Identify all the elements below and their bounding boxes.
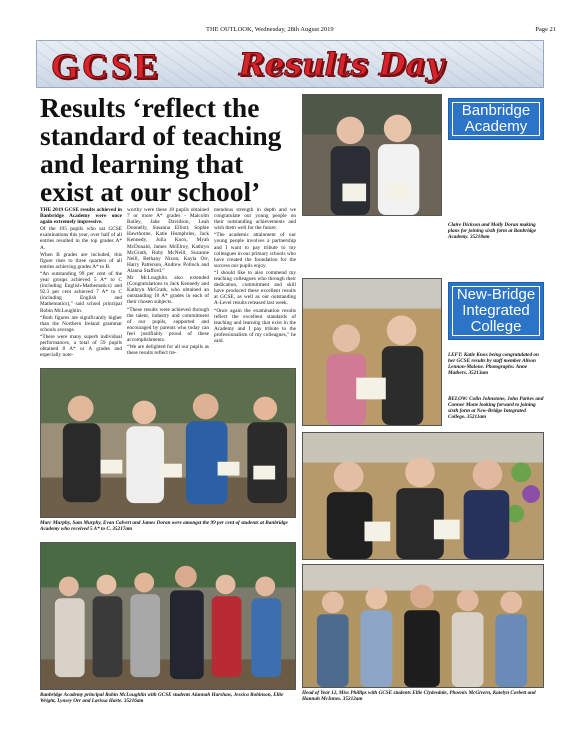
photo-four-boys: [40, 368, 296, 518]
article-paragraph: “These results were achieved through the talent, industry and commitment of our pupils, supported and encouraged by parents who today can feel justifiably proud of these accomplishments.: [127, 306, 209, 343]
article-paragraph: “Once again the examination results reflect the excellent standards of teaching and learning that exist in the Academy and I pay tribute to the professionalism of my colleagues,” he said.: [214, 307, 296, 344]
banbridge-academy-label-text: Banbridge Academy: [461, 102, 531, 135]
photo-two-girls: [302, 94, 442, 216]
photo-principal-group: [40, 542, 296, 690]
photo-katie-knox: [302, 278, 442, 426]
caption-head-of-year-group: Head of Year 12, Miss Phillips with GCSE students Ellie Clydesdale, Phoenix McGivern, Katelyn Corbett and Hannah McInnes. 35212am: [302, 690, 536, 702]
article-column-3: [214, 207, 296, 365]
photo-head-of-year-group: [302, 564, 544, 688]
photo-two-girls-image: [303, 95, 441, 215]
article-paragraph: THE 2019 GCSE results achieved in Banbridge Academy were once again extremely impressive.: [40, 207, 122, 226]
caption-two-girls: Claire Dickson and Molly Doran making plans for joining sixth form at Banbridge Academy. 35218am: [448, 222, 537, 240]
page-number: Page 21: [535, 26, 556, 33]
article-paragraph: “An outstanding 99 per cent of the year groups achieved 5 A* to C (including English-Mathematics) and 92.3 per cent achieved 7 A* to C (including English and Mathematics),” said school principal Robin McLoughlin.: [40, 270, 122, 314]
banner-results-day-text: Results Day: [239, 47, 444, 83]
article-paragraph: “There were many superb individual performances, a total of 59 pupils obtained 8 A* or A grades and especially note-: [40, 333, 122, 359]
caption-principal-group: Banbridge Academy principal Robin McLoughlin with GCSE students Alannah Harshaw, Jessica Robinson, Ellie Wright, Lynsey Orr and Larissa Harte. 35216am: [40, 692, 284, 704]
article-paragraph: Of the 195 pupils who sat GCSE examinations this year, over half of all entries resulted in the top grades A* A.: [40, 226, 122, 251]
article-headline: Results ‘reflect the standard of teaching and learning that exist at our school’: [40, 92, 282, 207]
photo-three-boys: [302, 432, 544, 560]
caption-three-boys-below: BELOW: Colin Johnstone, John Parkes and Connor Mone looking forward to joining sixth form at New-Bridge Integrated College. 35211am: [448, 396, 544, 420]
article-body: [40, 207, 296, 365]
photo-principal-group-image: [41, 543, 295, 689]
article-paragraph: “Both figures are significantly higher than the Northern Ireland grammar schools average.: [40, 314, 122, 333]
article-paragraph: When B grades are included, this figure rises to three quarters of all entries achieving grades A* to B.: [40, 251, 122, 270]
photo-katie-knox-image: [303, 279, 441, 425]
article-paragraph: Mr McLoughlin also extended (Congratulations to Jack Kennedy and Kathryn McGrath, who obtained an outstanding 10 A* grades in each of their chosen subjects.: [127, 275, 209, 306]
photo-head-of-year-group-image: [303, 565, 543, 687]
article-paragraph: “The academic attainment of our young people involves a partnership and I want to pay tribute to my colleagues in our primary schools who have created the foundation for the success our pupils enjoy.: [214, 232, 296, 269]
publication-line: THE OUTLOOK, Wednesday, 28th August 2019: [206, 26, 334, 33]
caption-four-boys: Marc Murphy, Sam Murphy, Evan Calvert and James Doran were amongst the 99 per cent of students at Banbridge Academy who received 5 A* to C. 35217am: [40, 520, 288, 532]
new-bridge-college-label-text: New-Bridge Integrated College: [456, 286, 536, 335]
new-bridge-college-label: [448, 282, 544, 340]
article-paragraph: “We are delighted for all our pupils as these results reflect tre-: [127, 344, 209, 357]
banbridge-academy-label-frame: [452, 102, 540, 136]
banbridge-academy-label: [448, 98, 544, 140]
page-header: [36, 24, 556, 38]
article-column-2: [127, 207, 209, 365]
photo-four-boys-image: [41, 369, 295, 517]
banner-gcse-text: GCSE: [51, 46, 162, 86]
article-paragraph: worthy were these 18 pupils obtained 7 or more A* grades - Malcolm Bailey, Jake Davidson, Leah Donnelly, Susanna Elliott, Sophie Hawthorne, Katie Humphries, Jack Kennedy, Julia Knox, Myah McDonald, James McElroy, Kathryn McGrath, Ruby McNeill, Suzanne Neill, Bethany Nixon, Kayla Orr, Harry Patterson, Andrew Pollock and Alanna Stafford.”: [127, 207, 209, 274]
results-day-banner: [36, 40, 544, 88]
caption-katie-knox: LEFT: Katie Knox being congratulated on her GCSE results by staff member Alison Lennon-Malone. Photographs: Anne Mathers. 35213am: [448, 352, 539, 376]
photo-three-boys-image: [303, 433, 543, 559]
article-paragraph: mendous strength in depth and we congratulate our young people on their outstanding achievements and wish them well for the future.: [214, 207, 296, 232]
article-paragraph: “I should like to also commend my teaching colleagues who through their dedication, commitment and skill have produced these excellent results at GCSE, as well as our outstanding A-Level results released last week.: [214, 269, 296, 307]
article-column-1: [40, 207, 122, 365]
new-bridge-college-label-frame: [452, 286, 540, 336]
